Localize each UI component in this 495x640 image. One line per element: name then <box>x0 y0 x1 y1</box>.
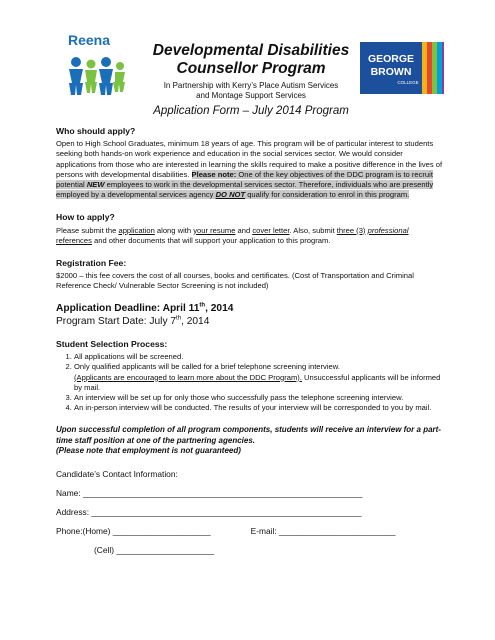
start-label: Program Start Date: July 7 <box>56 315 177 327</box>
reena-people-icon <box>62 32 132 102</box>
deadline-sup: th <box>199 302 206 309</box>
gb-line-2: BROWN <box>370 66 412 78</box>
contact-heading: Candidate’s Contact Information: <box>56 468 178 479</box>
selection-item-3: 3. An interview will be set up for only those who successfully pass the telephone screening interview. <box>74 393 444 403</box>
note-donot: DO NOT <box>215 190 246 200</box>
how-text-3: and <box>235 225 253 235</box>
closing-statement <box>56 425 444 457</box>
fee-heading: Registration Fee: <box>56 258 127 269</box>
selection-item-2 <box>74 362 444 393</box>
george-brown-logo-graphic <box>360 42 444 94</box>
selection-item-4: 4. An in-person interview will be conducted. The results of your interview will be corresponded to you by mail. <box>74 403 444 413</box>
note-c: qualify for consideration to enrol in this program. <box>245 190 410 200</box>
how-text-2: along with <box>154 225 194 235</box>
page-header <box>140 42 362 117</box>
note-a: One of the key objectives of the DDC program is to recruit potential <box>56 169 433 190</box>
form-title: Application Form – July 2014 Program <box>153 105 349 117</box>
selection-heading: Student Selection Process: <box>56 339 168 350</box>
address-field[interactable]: Address: __________________________________________________________ <box>56 506 362 517</box>
note-b: employees to work in the developmental services sector. Therefore, individuals who are presently employed by a developmental services agency <box>56 180 434 200</box>
start-sup: th <box>176 315 182 322</box>
reena-logo <box>62 32 132 102</box>
how-text-7: and other documents that will support your application to this program. <box>91 235 331 245</box>
title-line-1: Developmental Disabilities <box>152 42 350 59</box>
title-line-2: Counsellor Program <box>176 60 326 77</box>
selection-item-1: 1. All applications will be screened. <box>74 352 444 362</box>
closing-line: Upon successful completion of all program components, students will receive an interview for a part-time staff position at one of the partnering agencies. <box>56 425 441 445</box>
item2-text-a: Only qualified applicants will be called for a brief telephone screening interview. <box>74 362 340 372</box>
references-text: references <box>56 235 92 245</box>
how-paragraph <box>56 226 444 246</box>
ddc-program-link[interactable]: (Applicants are encouraged to learn more about the DDC Program). <box>74 372 302 382</box>
fee-text: $2000 – this fee covers the cost of all courses, books and certificates. (Cost of Transportation and Criminal Reference Check/ Vulnerable Sector Screening is not included) <box>56 271 414 291</box>
phone-home-field[interactable]: Phone:(Home) _____________________ <box>56 525 211 536</box>
application-link[interactable]: application <box>118 225 155 235</box>
item2-text-b: Unsuccessful applicants will be informed by mail. <box>74 372 441 392</box>
resume-text: your resume <box>193 225 236 235</box>
george-brown-logo <box>360 42 444 94</box>
subtitle-line-1: In Partnership with Kerry’s Place Autism Services <box>163 81 339 90</box>
how-text-1: Please submit the <box>56 225 119 235</box>
gb-line-3: COLLEGE <box>397 80 419 85</box>
note-new: NEW <box>86 180 105 190</box>
selection-list <box>74 352 444 413</box>
who-paragraph <box>56 139 444 200</box>
phone-email-row <box>56 526 444 536</box>
name-field[interactable]: Name: ____________________________________________________________ <box>56 487 363 498</box>
cell-field[interactable]: (Cell) _____________________ <box>94 544 215 555</box>
program-start-date <box>56 317 444 327</box>
how-heading: How to apply? <box>56 212 115 223</box>
professional-text: professional <box>367 225 409 235</box>
reena-logo-text: Reena <box>68 32 111 48</box>
email-field[interactable]: E-mail: _________________________ <box>250 525 396 536</box>
closing-paren: (Please note that employment is not guaranteed) <box>56 446 241 456</box>
three-text: three (3) <box>336 225 366 235</box>
how-text-4: . Also, submit <box>289 225 337 235</box>
note-label: Please note: <box>191 169 237 179</box>
who-heading: Who should apply? <box>56 126 136 136</box>
cover-letter-text: cover letter <box>252 225 290 235</box>
application-deadline <box>56 304 444 314</box>
start-year: , 2014 <box>181 315 210 327</box>
gb-line-1: GEORGE <box>367 53 415 65</box>
who-text: Open to High School Graduates, minimum 18 years of age. This program will be of particular interest to students seeking both hands-on work experience and education in the social services sector. We would consider applications from those who are interested in learning the skills required to make a positive difference in the lives of persons with developmental disabilities. <box>56 139 443 179</box>
subtitle-line-2: and Montage Support Services <box>196 91 306 100</box>
deadline-year: , 2014 <box>205 302 234 314</box>
form-body <box>56 126 444 555</box>
deadline-label: Application Deadline: April 11 <box>56 302 200 314</box>
